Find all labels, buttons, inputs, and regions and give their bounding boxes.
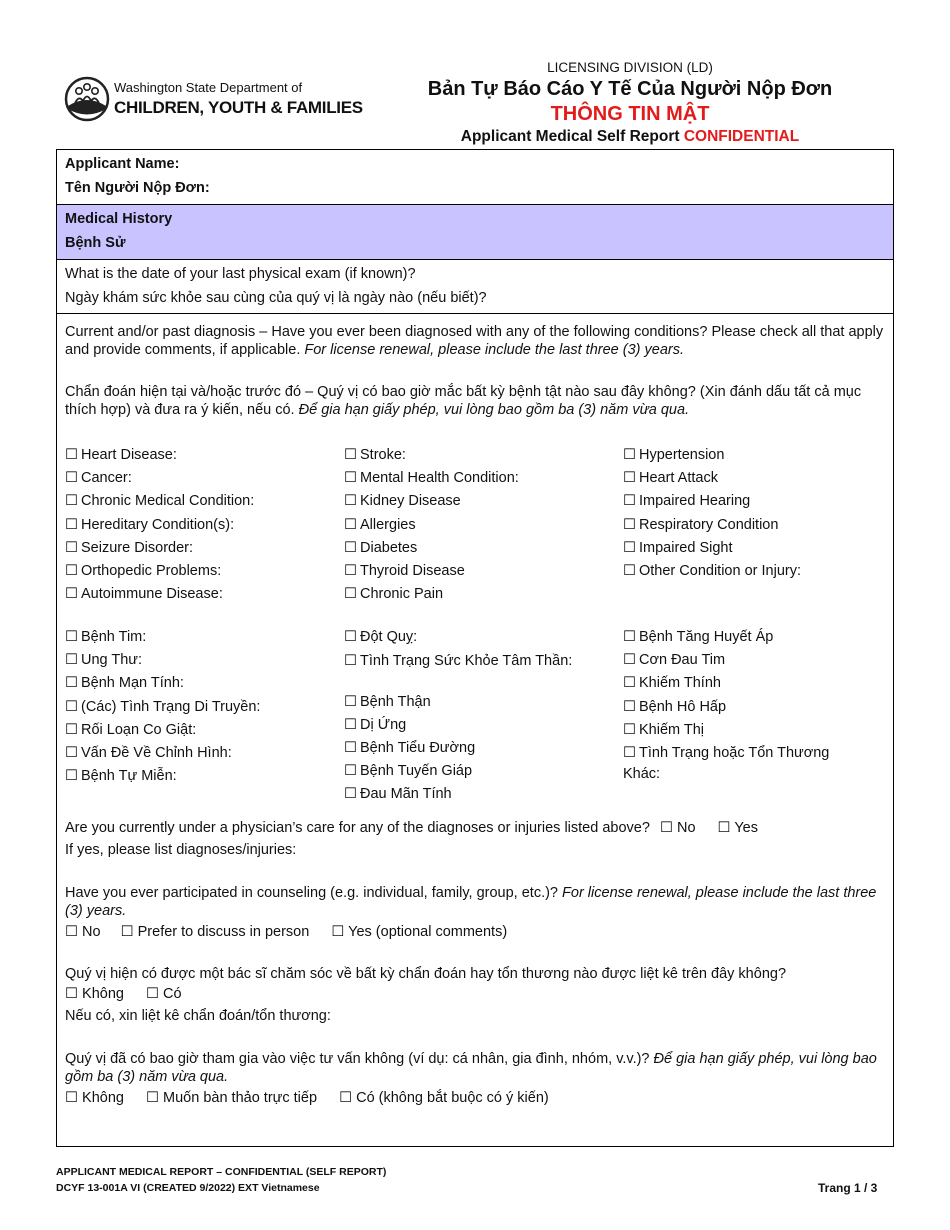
physician-no-vi-checkbox[interactable] bbox=[65, 986, 124, 1002]
dcyf-logo-icon bbox=[64, 76, 110, 122]
counseling-yes-checkbox[interactable] bbox=[331, 924, 507, 940]
condition-checkbox-item[interactable] bbox=[623, 470, 718, 486]
checkbox-icon: ☐ bbox=[146, 1090, 159, 1106]
condition-label: Đau Mãn Tính bbox=[360, 786, 452, 802]
condition-checkbox-item[interactable] bbox=[623, 745, 829, 761]
counseling-yes-label: Yes (optional comments) bbox=[348, 924, 508, 940]
condition-checkbox-item[interactable] bbox=[623, 722, 704, 738]
checkbox-icon: ☐ bbox=[65, 675, 78, 692]
counseling-yes-vi-label: Có (không bắt buộc có ý kiến) bbox=[356, 1090, 549, 1106]
footer-form-title: APPLICANT MEDICAL REPORT – CONFIDENTIAL (SELF REPORT) bbox=[56, 1166, 387, 1178]
checkbox-icon: ☐ bbox=[623, 493, 636, 510]
condition-label: Stroke: bbox=[360, 447, 406, 463]
condition-label: Mental Health Condition: bbox=[360, 470, 519, 487]
physician-question-en bbox=[65, 820, 758, 836]
checkbox-icon: ☐ bbox=[623, 698, 636, 715]
checkbox-icon: ☐ bbox=[623, 539, 636, 556]
condition-label: Bệnh Thận bbox=[360, 694, 431, 710]
counseling-question-vi-text: Quý vị đã có bao giờ tham gia vào việc tư vấn không (ví dụ: cá nhân, gia đình, nhóm, v.v.)? bbox=[65, 1051, 650, 1067]
condition-checkbox-item[interactable] bbox=[65, 470, 132, 486]
checkbox-icon: ☐ bbox=[344, 763, 357, 779]
condition-label: Respiratory Condition bbox=[639, 516, 779, 533]
condition-checkbox-item[interactable] bbox=[344, 540, 417, 556]
checkbox-icon: ☐ bbox=[65, 447, 78, 463]
condition-label: Bệnh Mạn Tính: bbox=[81, 675, 184, 692]
checkbox-icon: ☐ bbox=[65, 1090, 78, 1106]
condition-checkbox-item[interactable] bbox=[344, 740, 475, 756]
physician-yes-checkbox[interactable] bbox=[718, 820, 758, 836]
checkbox-icon: ☐ bbox=[339, 1090, 353, 1106]
condition-checkbox-item[interactable] bbox=[623, 563, 801, 579]
form-box bbox=[56, 149, 894, 1147]
physical-exam-row[interactable] bbox=[57, 260, 893, 314]
condition-label: Đột Quỵ: bbox=[360, 629, 418, 645]
checkbox-icon: ☐ bbox=[65, 563, 78, 579]
checkbox-icon: ☐ bbox=[659, 820, 673, 836]
checkbox-icon: ☐ bbox=[623, 675, 636, 692]
condition-checkbox-item[interactable] bbox=[65, 629, 146, 645]
applicant-name-label-en: Applicant Name: bbox=[65, 156, 180, 172]
condition-checkbox-item[interactable] bbox=[344, 447, 406, 463]
condition-checkbox-item[interactable] bbox=[344, 517, 416, 533]
checkbox-icon: ☐ bbox=[344, 629, 357, 645]
counseling-discuss-checkbox[interactable] bbox=[121, 924, 310, 940]
checkbox-icon: ☐ bbox=[623, 629, 636, 645]
condition-label: Cơn Đau Tim bbox=[639, 652, 726, 669]
condition-label: Tình Trạng Sức Khỏe Tâm Thần: bbox=[360, 653, 573, 669]
checkbox-icon: ☐ bbox=[65, 652, 78, 669]
checkbox-icon: ☐ bbox=[65, 698, 78, 715]
condition-label: Impaired Hearing bbox=[639, 493, 751, 510]
condition-label: Hypertension bbox=[639, 447, 725, 463]
counseling-yes-vi-checkbox[interactable] bbox=[339, 1090, 549, 1106]
physician-options-vi bbox=[65, 986, 182, 1002]
checkbox-icon: ☐ bbox=[344, 447, 357, 463]
checkbox-icon: ☐ bbox=[623, 516, 636, 533]
condition-checkbox-item[interactable] bbox=[65, 745, 232, 761]
checkbox-icon: ☐ bbox=[344, 586, 357, 603]
condition-label: Khiếm Thính bbox=[639, 675, 721, 692]
medical-history-header bbox=[57, 205, 893, 260]
counseling-question-vi-italic: Để gia hạn giấy phép, vui lòng bao gồm ba (3) năm vừa qua. bbox=[65, 1051, 877, 1085]
confidential-english: CONFIDENTIAL bbox=[683, 128, 800, 145]
checkbox-icon: ☐ bbox=[65, 721, 78, 738]
medical-history-label-vi: Bệnh Sử bbox=[65, 235, 126, 251]
physician-yes-label: Yes bbox=[734, 820, 758, 836]
condition-checkbox-item[interactable] bbox=[344, 493, 461, 509]
diagnosis-intro-en-italic: For license renewal, please include the last three (3) years. bbox=[304, 342, 684, 358]
checkbox-icon: ☐ bbox=[623, 470, 636, 487]
condition-label: Dị Ứng bbox=[360, 717, 407, 733]
counseling-options-vi bbox=[65, 1090, 549, 1106]
condition-label: Tình Trạng hoặc Tổn Thương bbox=[639, 745, 830, 761]
condition-label: Heart Disease: bbox=[81, 447, 177, 463]
condition-label: Autoimmune Disease: bbox=[81, 586, 223, 603]
condition-checkbox-item[interactable] bbox=[65, 563, 221, 579]
checkbox-icon: ☐ bbox=[344, 717, 357, 733]
counseling-question-en-text: Have you ever participated in counseling (e.g. individual, family, group, etc.)? bbox=[65, 885, 558, 901]
footer-form-code: DCYF 13-001A VI (CREATED 9/2022) EXT Vietnamese bbox=[56, 1182, 320, 1194]
condition-checkbox-item[interactable] bbox=[623, 699, 726, 715]
condition-label: Bệnh Tự Miễn: bbox=[81, 768, 177, 785]
condition-label: Cancer: bbox=[81, 470, 132, 487]
condition-checkbox-item[interactable] bbox=[65, 540, 193, 556]
condition-label: Impaired Sight bbox=[639, 539, 733, 556]
physical-exam-question-vi: Ngày khám sức khỏe sau cùng của quý vị là ngày nào (nếu biết)? bbox=[65, 290, 487, 306]
checkbox-icon: ☐ bbox=[623, 447, 636, 463]
applicant-name-row[interactable] bbox=[57, 150, 893, 205]
checkbox-icon: ☐ bbox=[331, 924, 345, 940]
checkbox-icon: ☐ bbox=[623, 652, 636, 669]
physician-no-checkbox[interactable] bbox=[660, 820, 696, 836]
checkbox-icon: ☐ bbox=[344, 470, 357, 487]
diagnosis-intro-en-text: Current and/or past diagnosis – Have you ever been diagnosed with any of the following conditions? Please check all that apply and provide comments, if applicable. bbox=[65, 324, 884, 358]
checkbox-icon: ☐ bbox=[344, 516, 357, 533]
condition-checkbox-item[interactable] bbox=[344, 563, 465, 579]
diagnosis-intro-vi bbox=[65, 383, 885, 419]
checkbox-icon: ☐ bbox=[65, 745, 78, 761]
condition-label: Bệnh Hô Hấp bbox=[639, 698, 727, 715]
condition-label: Chronic Medical Condition: bbox=[81, 493, 255, 510]
checkbox-icon: ☐ bbox=[623, 563, 636, 579]
condition-checkbox-item[interactable] bbox=[65, 699, 260, 715]
checkbox-icon: ☐ bbox=[717, 820, 731, 836]
checkbox-icon: ☐ bbox=[65, 539, 78, 556]
condition-label: Orthopedic Problems: bbox=[81, 563, 222, 579]
checkbox-icon: ☐ bbox=[623, 721, 636, 738]
logo-line2: CHILDREN, YOUTH & FAMILIES bbox=[114, 98, 363, 117]
checkbox-icon: ☐ bbox=[344, 539, 357, 556]
checkbox-icon: ☐ bbox=[65, 924, 78, 940]
condition-label: Kidney Disease bbox=[360, 493, 461, 510]
counseling-discuss-vi-label: Muốn bàn thảo trực tiếp bbox=[163, 1090, 318, 1106]
condition-label: Bệnh Tăng Huyết Áp bbox=[639, 629, 774, 645]
condition-label: Rối Loạn Co Giật: bbox=[81, 721, 197, 738]
condition-label: Bệnh Tuyến Giáp bbox=[360, 763, 473, 779]
condition-checkbox-item[interactable] bbox=[65, 517, 234, 533]
counseling-no-vi-checkbox[interactable] bbox=[65, 1090, 124, 1106]
checkbox-icon: ☐ bbox=[146, 986, 159, 1002]
counseling-discuss-label: Prefer to discuss in person bbox=[137, 924, 310, 940]
checkbox-icon: ☐ bbox=[344, 740, 357, 756]
logo-line1: Washington State Department of bbox=[114, 80, 303, 95]
checkbox-icon: ☐ bbox=[623, 745, 636, 761]
checkbox-icon: ☐ bbox=[65, 586, 78, 603]
title-english-text: Applicant Medical Self Report bbox=[460, 128, 680, 145]
condition-checkbox-item[interactable] bbox=[344, 653, 572, 669]
condition-checkbox-item[interactable] bbox=[344, 694, 431, 710]
checkbox-icon: ☐ bbox=[344, 563, 357, 579]
checkbox-icon: ☐ bbox=[344, 493, 357, 510]
condition-label: Khiếm Thị bbox=[639, 721, 705, 738]
condition-label: Heart Attack bbox=[639, 470, 718, 487]
condition-label: Seizure Disorder: bbox=[81, 539, 194, 556]
condition-checkbox-item[interactable] bbox=[623, 540, 733, 556]
physician-yes-vi-label: Có bbox=[163, 986, 182, 1002]
counseling-no-checkbox[interactable] bbox=[65, 924, 101, 940]
applicant-name-label-vi: Tên Người Nộp Đơn: bbox=[65, 180, 210, 196]
condition-checkbox-item[interactable] bbox=[65, 722, 196, 738]
condition-checkbox-item[interactable] bbox=[344, 629, 417, 645]
condition-label: Chronic Pain bbox=[360, 586, 444, 603]
physician-list-vi: Nếu có, xin liệt kê chẩn đoán/tổn thương: bbox=[65, 1008, 331, 1024]
diagnosis-intro-vi-text: Chẩn đoán hiện tại và/hoặc trước đó – Quý vị có bao giờ mắc bất kỳ bệnh tật nào sau đây không? (Xin đánh dấu tất cả mục thích hợp) và đưa ra ý kiến, nếu có. bbox=[65, 384, 862, 418]
checkbox-icon: ☐ bbox=[65, 493, 78, 510]
condition-checkbox-item[interactable] bbox=[65, 586, 223, 602]
checkbox-icon: ☐ bbox=[65, 516, 78, 533]
condition-label: Hereditary Condition(s): bbox=[81, 516, 235, 533]
condition-label: Vấn Đề Về Chỉnh Hình: bbox=[81, 745, 232, 761]
physical-exam-question-en: What is the date of your last physical exam (if known)? bbox=[65, 266, 416, 282]
physician-no-label: No bbox=[676, 820, 696, 836]
condition-label: Bệnh Tiểu Đường bbox=[360, 740, 476, 756]
condition-checkbox-item[interactable] bbox=[623, 493, 750, 509]
diagnosis-intro-en bbox=[65, 323, 885, 359]
condition-checkbox-item[interactable] bbox=[623, 629, 773, 645]
condition-checkbox-item[interactable] bbox=[65, 768, 177, 784]
checkbox-icon: ☐ bbox=[65, 768, 78, 785]
condition-checkbox-item[interactable] bbox=[623, 447, 724, 463]
checkbox-icon: ☐ bbox=[65, 986, 78, 1002]
division-label: LICENSING DIVISION (LD) bbox=[547, 60, 713, 75]
physician-question-en-text: Are you currently under a physician’s care for any of the diagnoses or injuries listed above? bbox=[65, 820, 650, 836]
checkbox-icon: ☐ bbox=[65, 470, 78, 487]
condition-checkbox-item[interactable] bbox=[344, 786, 452, 802]
condition-checkbox-item[interactable] bbox=[623, 675, 721, 691]
physician-question-vi: Quý vị hiện có được một bác sĩ chăm sóc về bất kỳ chẩn đoán hay tổn thương nào được liệt kê trên đây không? bbox=[65, 966, 787, 982]
vi-other-condition-continued: Khác: bbox=[623, 766, 661, 782]
condition-label: Allergies bbox=[360, 516, 416, 533]
condition-checkbox-item[interactable] bbox=[65, 447, 177, 463]
counseling-options-en bbox=[65, 924, 507, 940]
condition-checkbox-item[interactable] bbox=[65, 675, 184, 691]
checkbox-icon: ☐ bbox=[65, 629, 78, 645]
counseling-no-vi-label: Không bbox=[82, 1090, 124, 1106]
diagnosis-intro-vi-italic: Để gia hạn giấy phép, vui lòng bao gồm ba (3) năm vừa qua. bbox=[298, 402, 690, 418]
checkbox-icon: ☐ bbox=[344, 694, 357, 710]
condition-label: Thyroid Disease bbox=[360, 563, 465, 579]
condition-checkbox-item[interactable] bbox=[344, 586, 443, 602]
physician-no-vi-label: Không bbox=[82, 986, 124, 1002]
confidential-vietnamese: THÔNG TIN MẬT bbox=[550, 103, 710, 125]
condition-checkbox-item[interactable] bbox=[344, 717, 406, 733]
medical-history-label-en: Medical History bbox=[65, 211, 173, 227]
condition-label: Ung Thư: bbox=[81, 652, 143, 669]
condition-label: Other Condition or Injury: bbox=[639, 563, 801, 579]
condition-label: (Các) Tình Trạng Di Truyền: bbox=[81, 698, 261, 715]
title-vietnamese: Bản Tự Báo Cáo Y Tế Của Người Nộp Đơn bbox=[427, 78, 833, 100]
counseling-question-en bbox=[65, 884, 885, 920]
agency-logo bbox=[64, 76, 363, 124]
condition-checkbox-item[interactable] bbox=[65, 493, 254, 509]
checkbox-icon: ☐ bbox=[344, 653, 357, 669]
condition-label: Bệnh Tim: bbox=[81, 629, 147, 645]
title-english bbox=[350, 128, 910, 146]
condition-checkbox-item[interactable] bbox=[623, 652, 725, 668]
condition-checkbox-item[interactable] bbox=[344, 763, 472, 779]
condition-checkbox-item[interactable] bbox=[65, 652, 142, 668]
physician-list-en: If yes, please list diagnoses/injuries: bbox=[65, 842, 297, 858]
condition-checkbox-item[interactable] bbox=[623, 517, 778, 533]
counseling-discuss-vi-checkbox[interactable] bbox=[146, 1090, 317, 1106]
physician-yes-vi-checkbox[interactable] bbox=[146, 986, 182, 1002]
checkbox-icon: ☐ bbox=[120, 924, 134, 940]
counseling-no-label: No bbox=[82, 924, 101, 940]
counseling-question-vi bbox=[65, 1050, 885, 1086]
condition-label: Diabetes bbox=[360, 539, 418, 556]
condition-checkbox-item[interactable] bbox=[344, 470, 519, 486]
counseling-question-en-italic: For license renewal, please include the last three (3) years. bbox=[65, 885, 877, 919]
checkbox-icon: ☐ bbox=[344, 786, 357, 802]
page-number: Trang 1 / 3 bbox=[818, 1181, 878, 1195]
